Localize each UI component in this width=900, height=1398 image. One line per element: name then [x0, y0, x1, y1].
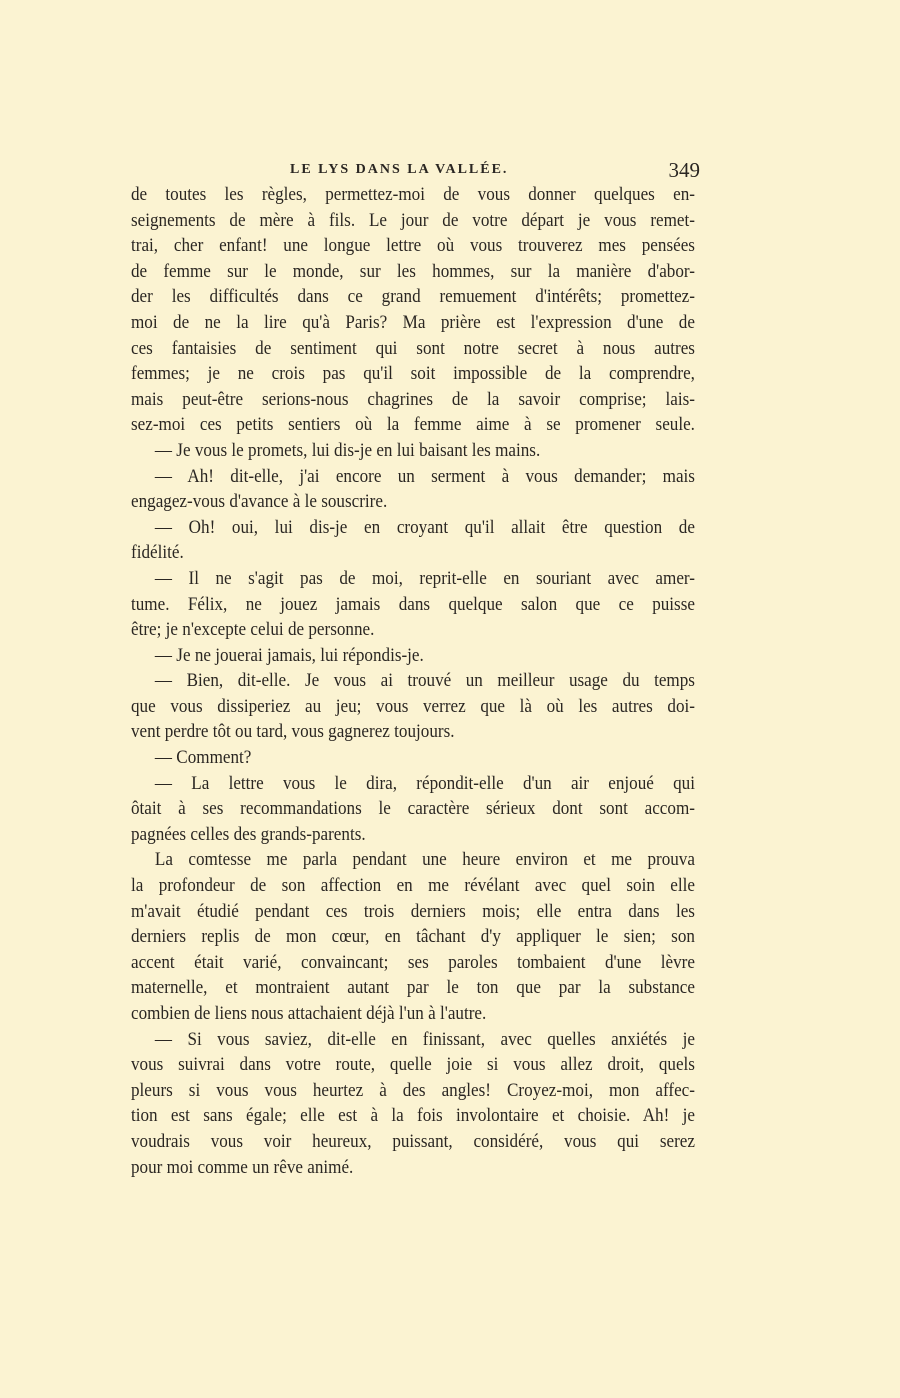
- text-line: — Je vous le promets, lui dis-je en lui baisant les mains.: [154, 439, 541, 461]
- text-line: — Oh! oui, lui dis-je en croyant qu'il allait être question de: [154, 516, 695, 538]
- text-line: m'avait étudié pendant ces trois derniers mois; elle entra dans les: [131, 900, 695, 922]
- text-line: derniers replis de mon cœur, en tâchant d'y appliquer le sien; son: [131, 926, 695, 948]
- text-line: fidélité.: [131, 542, 184, 564]
- text-line: maternelle, et montraient autant par le ton que par la substance: [131, 977, 695, 999]
- text-line: sez-moi ces petits sentiers où la femme aime à se promener seule.: [131, 414, 695, 436]
- text-line: pleurs si vous vous heurtez à des angles! Croyez-moi, mon affec-: [131, 1079, 695, 1101]
- page-body-text: [131, 182, 695, 1180]
- text-line: — Si vous saviez, dit-elle en finissant, avec quelles anxiétés je: [154, 1028, 695, 1050]
- page-number: 349: [668, 158, 700, 182]
- text-line: pagnées celles des grands-parents.: [131, 823, 366, 845]
- text-line: moi de ne la lire qu'à Paris? Ma prière est l'expression d'une de: [131, 311, 695, 333]
- text-line: der les difficultés dans ce grand remuement d'intérêts; promettez-: [131, 286, 695, 308]
- text-line: de toutes les règles, permettez-moi de vous donner quelques en-: [131, 184, 695, 205]
- text-line: — Ah! dit-elle, j'ai encore un serment à vous demander; mais: [154, 465, 695, 487]
- text-line: trai, cher enfant! une longue lettre où vous trouverez mes pensées: [131, 235, 695, 257]
- text-line: — Je ne jouerai jamais, lui répondis-je.: [154, 644, 424, 666]
- text-line: femmes; je ne crois pas qu'il soit impossible de la comprendre,: [131, 363, 695, 385]
- text-line: pour moi comme un rêve animé.: [131, 1156, 354, 1178]
- text-line: vent perdre tôt ou tard, vous gagnerez toujours.: [131, 721, 455, 743]
- page-header: [290, 158, 700, 184]
- text-line: — Comment?: [154, 747, 252, 769]
- text-line: être; je n'excepte celui de personne.: [131, 619, 375, 641]
- text-line: voudrais vous voir heureux, puissant, considéré, vous qui serez: [131, 1130, 695, 1152]
- text-line: seignements de mère à fils. Le jour de votre départ je vous remet-: [131, 209, 695, 231]
- text-line: la profondeur de son affection en me révélant avec quel soin elle: [131, 875, 695, 897]
- text-line: — La lettre vous le dira, répondit-elle d'un air enjoué qui: [154, 772, 695, 794]
- text-line: ôtait à ses recommandations le caractère sérieux dont sont accom-: [131, 798, 695, 820]
- text-line: ces fantaisies de sentiment qui sont notre secret à nous autres: [131, 337, 695, 359]
- text-line: — Il ne s'agit pas de moi, reprit-elle en souriant avec amer-: [154, 567, 695, 589]
- text-line: vous suivrai dans votre route, quelle joie si vous allez droit, quels: [131, 1054, 695, 1076]
- text-line: tume. Félix, ne jouez jamais dans quelque salon que ce puisse: [131, 593, 695, 615]
- running-title: LE LYS DANS LA VALLÉE.: [290, 162, 509, 177]
- text-line: accent était varié, convaincant; ses paroles tombaient d'une lèvre: [131, 951, 695, 973]
- text-line: de femme sur le monde, sur les hommes, sur la manière d'abor-: [131, 260, 695, 282]
- text-line: tion est sans égale; elle est à la fois involontaire et choisie. Ah! je: [131, 1105, 695, 1127]
- text-line: — Bien, dit-elle. Je vous ai trouvé un meilleur usage du temps: [154, 670, 695, 692]
- text-line: que vous dissiperiez au jeu; vous verrez que là où les autres doi-: [131, 695, 695, 717]
- text-line: combien de liens nous attachaient déjà l'un à l'autre.: [131, 1003, 487, 1024]
- text-line: engagez-vous d'avance à le souscrire.: [131, 491, 388, 513]
- text-line: La comtesse me parla pendant une heure environ et me prouva: [154, 849, 695, 871]
- text-line: mais peut-être serions-nous chagrines de la savoir comprise; lais-: [131, 388, 695, 410]
